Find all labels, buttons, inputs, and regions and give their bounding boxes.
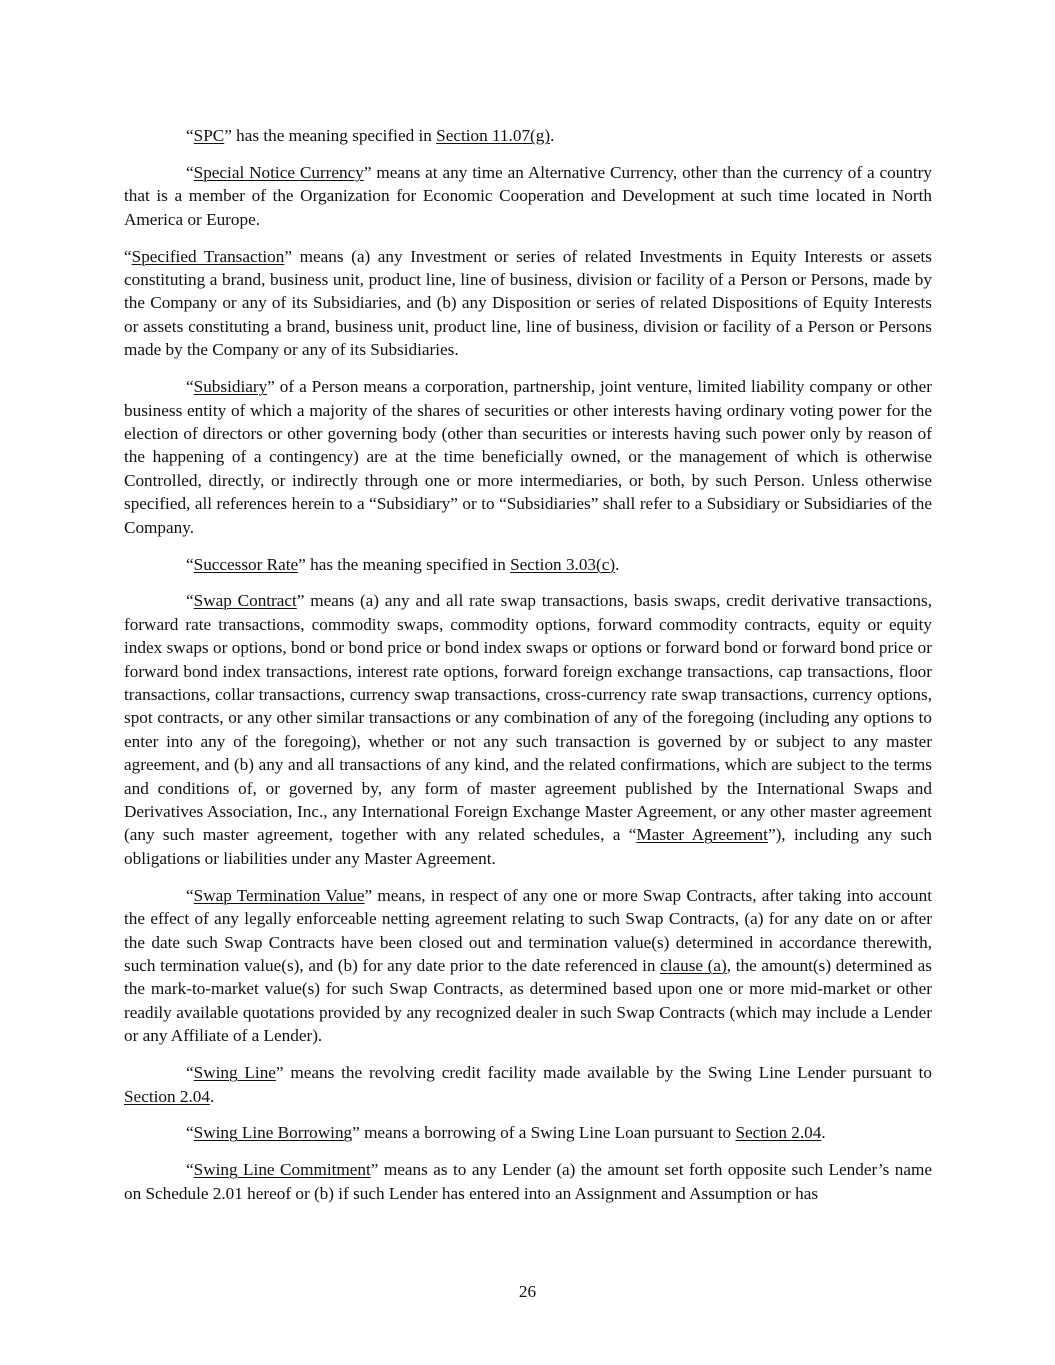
definition-swing-line-borrowing <box>124 1121 932 1144</box>
defined-term-inline: Master Agreement <box>636 825 768 845</box>
section-reference: Section 11.07(g) <box>436 126 551 145</box>
definition-text: ” of a Person means a corporation, partnership, joint venture, limited liability company or other business entity of which a majority of the shares of securities or other interests having ordinary voting power for the election of directors or other governing body (other than securities or interests having such power only by reason of the happening of a contingency) are at the time beneficially owned, or the management of which is otherwise Controlled, directly, or indirectly through one or more intermediaries, or both, by such Person. Unless otherwise specified, all references herein to a “Subsidiary” or to “Subsidiaries” shall refer to a Subsidiary or Subsidiaries of the Company. <box>124 377 932 537</box>
definition-swap-contract <box>124 589 932 870</box>
definition-spc <box>124 124 932 147</box>
open-quote: “ <box>186 1063 194 1083</box>
section-reference: Section 3.03(c) <box>510 554 616 574</box>
definition-text: ” means, in respect of any one or more Swap Contracts, after taking into account the effect of any legally enforceable netting agreement relating to such Swap Contracts, (a) for any date on or after the date such Swap Contracts have been closed out and termination value(s) determined in accordance therewith, such termination value(s), and (b) for any date prior to the date referenced in <box>124 885 932 975</box>
defined-term: Swing Line <box>193 1063 276 1083</box>
definition-text: ”), including any such obligations or liabilities under any Master Agreement. <box>124 825 932 868</box>
open-quote: “ <box>186 1160 194 1180</box>
section-reference: Section 2.04 <box>735 1123 822 1143</box>
definition-swing-line <box>124 1061 932 1108</box>
defined-term: Specified Transaction <box>131 246 285 266</box>
definition-specified-transaction <box>124 245 932 362</box>
defined-term: Successor Rate <box>193 554 299 574</box>
definition-text: ” means the revolving credit facility made available by the Swing Line Lender pursuant to <box>275 1063 932 1083</box>
definition-subsidiary <box>124 375 932 539</box>
definition-text: . <box>615 554 620 574</box>
definition-swing-line-commitment <box>124 1158 932 1205</box>
open-quote: “ <box>186 591 194 611</box>
definition-text: ” means (a) any Investment or series of related Investments in Equity Interests or assets constituting a brand, business unit, product line, line of business, division or facility of a Person or Persons, made by the Company or any of its Subsidiaries, and (b) any Disposition or series of related Dispositions of Equity Interests or assets constituting a brand, business unit, product line, line of business, division or facility of a Person or Persons made by the Company or any of its Subsidiaries. <box>124 246 932 360</box>
defined-term: Swing Line Commitment <box>193 1160 371 1180</box>
open-quote: “ <box>124 246 132 266</box>
definition-text: ” means at any time an Alternative Currency, other than the currency of a country that is a member of the Organization for Economic Cooperation and Development at such time located in North America or Europe. <box>124 162 932 229</box>
definition-text: ” means a borrowing of a Swing Line Loan pursuant to <box>352 1123 736 1143</box>
open-quote: “ <box>186 377 194 397</box>
defined-term: Swap Termination Value <box>193 885 365 905</box>
definition-successor-rate <box>124 553 932 576</box>
section-reference: Section 2.04 <box>124 1086 210 1106</box>
definition-special-notice-currency <box>124 161 932 231</box>
open-quote: “ <box>186 885 194 905</box>
definition-text: . <box>550 126 555 145</box>
defined-term: Swing Line Borrowing <box>193 1123 353 1143</box>
defined-term: SPC <box>193 126 225 145</box>
definition-text: ” means as to any Lender (a) the amount set forth opposite such Lender’s name on Schedule 2.01 hereof or (b) if such Lender has entered into an Assignment and Assumption or has <box>124 1160 932 1203</box>
open-quote: “ <box>186 126 194 145</box>
clause-reference: clause (a) <box>660 956 727 975</box>
document-page <box>124 124 932 1219</box>
defined-term: Special Notice Currency <box>193 162 364 182</box>
definition-text: . <box>209 1086 215 1106</box>
definition-text: , the amount(s) determined as the mark-to-market value(s) for such Swap Contracts, as determined based upon one or more mid-market or other readily available quotations provided by any recognized dealer in such Swap Contracts (which may include a Lender or any Affiliate of a Lender). <box>124 956 932 1046</box>
defined-term: Subsidiary <box>193 377 268 397</box>
defined-term: Swap Contract <box>193 591 297 611</box>
open-quote: “ <box>186 1123 194 1143</box>
page-number: 26 <box>518 1282 537 1301</box>
definition-text: ” has the meaning specified in <box>298 554 511 574</box>
definition-text: . <box>821 1123 826 1143</box>
definition-swap-termination-value <box>124 884 932 1048</box>
open-quote: “ <box>186 554 194 574</box>
definition-text: ” means (a) any and all rate swap transactions, basis swaps, credit derivative transactions, forward rate transactions, commodity swaps, commodity options, forward commodity contracts, equity or equity index swaps or options, bond or bond price or bond index swaps or options or forward bond or forward bond price or forward bond index transactions, interest rate options, forward foreign exchange transactions, cap transactions, floor transactions, collar transactions, currency swap transactions, cross-currency rate swap transactions, currency options, spot contracts, or any other similar transactions or any combination of any of the foregoing (including any options to enter into any of the foregoing), whether or not any such transaction is governed by or subject to any master agreement, and (b) any and all transactions of any kind, and the related confirmations, which are subject to the terms and conditions of, or governed by, any form of master agreement published by the International Swaps and Derivatives Association, Inc., any International Foreign Exchange Master Agreement, or any other master agreement (any such master agreement, together with any related schedules, a “ <box>124 591 932 845</box>
definition-text: ” has the meaning specified in <box>224 126 437 145</box>
open-quote: “ <box>186 162 194 182</box>
